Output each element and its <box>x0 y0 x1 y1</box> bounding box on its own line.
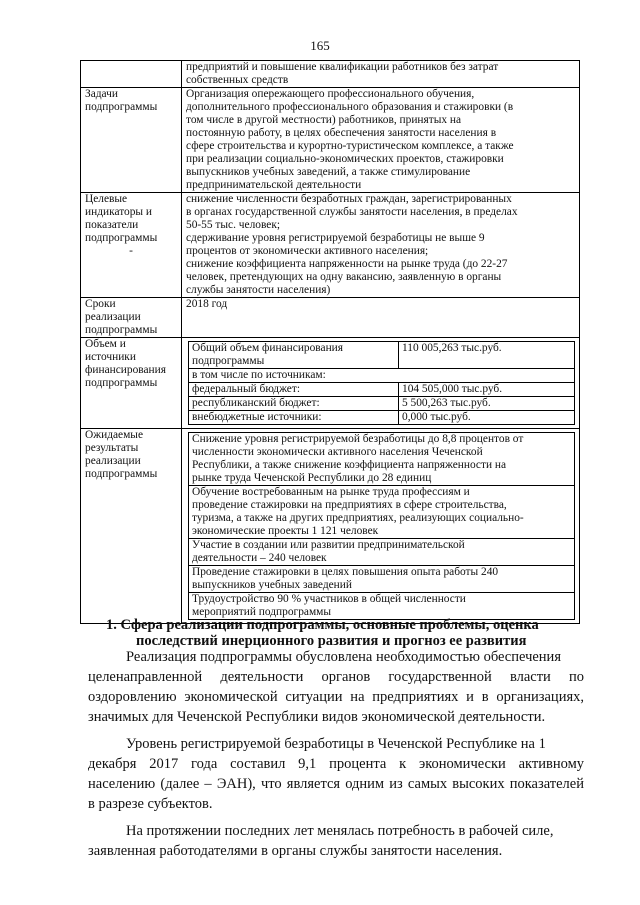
text-line: численности экономически активного населения Чеченской <box>192 446 483 458</box>
table-row <box>189 593 575 620</box>
label-line: подпрограммы <box>85 377 158 389</box>
period-value <box>182 298 580 338</box>
funding-source-name: федеральный бюджет: <box>189 383 399 397</box>
tasks-value <box>182 88 580 193</box>
text-line: 50-55 тыс. человек; <box>186 219 281 231</box>
page-number: 165 <box>310 38 330 53</box>
funding-table <box>188 341 575 425</box>
text-line: дополнительного профессионального образования и стажировки (в <box>186 101 514 113</box>
label-line: Ожидаемые <box>85 429 144 441</box>
heading-line: последствий инерционного развития и прогноз ее развития <box>136 633 527 649</box>
result-item <box>189 539 575 566</box>
label-line: источники <box>85 351 136 363</box>
label-line: подпрограммы <box>85 101 158 113</box>
result-item <box>189 433 575 486</box>
text-line: Обучение востребованным на рынке труда профессиям и <box>192 486 470 498</box>
table-row <box>81 298 580 338</box>
paragraph-line: в разрезе субъектов. <box>88 796 213 812</box>
funding-source-value: 104 505,000 тыс.руб. <box>399 383 575 397</box>
text-line: экономические проекты 1 121 человек <box>192 525 379 537</box>
table-row <box>189 369 575 383</box>
funding-source-name: республиканский бюджет: <box>189 397 399 411</box>
label-line: реализации <box>85 455 141 467</box>
text-line: том числе в другой местности) работников, принятых на <box>186 114 462 126</box>
table-row <box>189 397 575 411</box>
funding-total-label <box>189 342 399 369</box>
text-line: постоянную работу, в целях обеспечения занятости населения в <box>186 127 497 139</box>
intro-cell <box>182 61 580 88</box>
text-line: туризма, а также на других предприятиях, реализующих социально- <box>192 512 524 524</box>
paragraph-line: Реализация подпрограммы обусловлена необходимостью обеспечения <box>126 649 561 665</box>
result-item <box>189 593 575 620</box>
text-line: Организация опережающего профессионального обучения, <box>186 88 475 100</box>
section-heading <box>106 617 576 649</box>
text-line: процентов от экономически активного населения; <box>186 245 429 257</box>
funding-source-value: 0,000 тыс.руб. <box>399 411 575 425</box>
paragraph-line: заявленная работодателями в органы службы занятости населения. <box>88 843 503 859</box>
label-line: Целевые <box>85 193 128 205</box>
table-row <box>189 433 575 486</box>
table-row <box>81 429 580 624</box>
paragraph-line: декабря 2017 года составил 9,1 процента к экономически активному <box>88 756 584 772</box>
funding-source-name: внебюджетные источники: <box>189 411 399 425</box>
text-line: снижение коэффициента напряженности на рынке труда (до 22-27 <box>186 258 508 270</box>
paragraph-line: населению (далее – ЭАН), что является одним из самых высоких показателей <box>88 776 584 792</box>
text-line: выпускников учебных заведений, а также стимулирование <box>186 166 471 178</box>
table-row <box>189 383 575 397</box>
text-line: Проведение стажировки в целях повышения опыта работы 240 <box>192 566 499 578</box>
text-line: службы занятости населения) <box>186 284 331 296</box>
label-line: индикаторы и <box>85 206 153 218</box>
paragraph-line: оздоровлению экономической ситуации на предприятиях и в организациях, <box>88 689 584 705</box>
table-row <box>189 342 575 369</box>
paragraph-line: Уровень регистрируемой безработицы в Чеченской Республике на 1 <box>126 736 546 752</box>
passport-table <box>80 60 580 624</box>
label-dash: - <box>129 245 133 257</box>
funding-total-value: 110 005,263 тыс.руб. <box>399 342 575 369</box>
table-row <box>81 61 580 88</box>
text-line: сфере строительства и курортно-туристическом комплексе, а также <box>186 140 514 152</box>
table-row <box>81 193 580 298</box>
paragraph-line: целенаправленной деятельности органов государственной власти по <box>88 669 584 685</box>
table-row <box>189 566 575 593</box>
tasks-label <box>81 88 182 193</box>
heading-line: 1. Сфера реализации подпрограммы, основные проблемы, оценка <box>106 617 539 633</box>
label-line: реализации <box>85 311 141 323</box>
text-line: Участие в создании или развитии предпринимательской <box>192 539 465 551</box>
results-label <box>81 429 182 624</box>
text-line: мероприятий подпрограммы <box>192 606 332 618</box>
table-cell-empty <box>81 61 182 88</box>
label-line: результаты <box>85 442 139 454</box>
label-line: подпрограммы <box>85 324 158 336</box>
text-line: снижение численности безработных граждан, зарегистрированных <box>186 193 512 205</box>
label-line: подпрограммы <box>85 232 158 244</box>
text-line: деятельности – 240 человек <box>192 552 327 564</box>
text-line: подпрограммы <box>192 355 265 367</box>
text-line: человек, претендующих на одну вакансию, заявленную в органы <box>186 271 502 283</box>
table-row <box>189 411 575 425</box>
text-line: в органах государственной службы занятости населения, в пределах <box>186 206 518 218</box>
targets-label <box>81 193 182 298</box>
funding-sources-header: в том числе по источникам: <box>189 369 575 383</box>
label-line: Сроки <box>85 298 116 310</box>
label-line: показатели <box>85 219 139 231</box>
label-line: Задачи <box>85 88 118 100</box>
label-line: финансирования <box>85 364 166 376</box>
text-line: предпринимательской деятельности <box>186 179 362 191</box>
text-line: Трудоустройство 90 % участников в общей численности <box>192 593 466 605</box>
text-line: сдерживание уровня регистрируемой безработицы не выше 9 <box>186 232 485 244</box>
table-row <box>81 88 580 193</box>
text-line: проведение стажировки на предприятиях в сфере строительства, <box>192 499 507 511</box>
text-line: Республики, а также снижение коэффициента напряженности на <box>192 459 507 471</box>
result-item <box>189 486 575 539</box>
table-row <box>189 486 575 539</box>
funding-label <box>81 338 182 429</box>
funding-source-value: 5 500,263 тыс.руб. <box>399 397 575 411</box>
results-table <box>188 432 575 620</box>
targets-value <box>182 193 580 298</box>
results-value <box>182 429 580 624</box>
table-row <box>81 338 580 429</box>
text-line: собственных средств <box>186 74 289 86</box>
text-line: при реализации социально-экономических проектов, стажировки <box>186 153 504 165</box>
funding-value <box>182 338 580 429</box>
text-line: выпускников учебных заведений <box>192 579 352 591</box>
label-line: Объем и <box>85 338 126 350</box>
text-line: предприятий и повышение квалификации работников без затрат <box>186 61 499 73</box>
text-line: Общий объем финансирования <box>192 342 344 354</box>
paragraph-line: значимых для Чеченской Республики видов экономической деятельности. <box>88 709 546 725</box>
table-row <box>189 539 575 566</box>
text-line: рынке труда Чеченской Республики до 28 единиц <box>192 472 432 484</box>
result-item <box>189 566 575 593</box>
paragraph-line: На протяжении последних лет менялась потребность в рабочей силе, <box>126 823 554 839</box>
label-line: подпрограммы <box>85 468 158 480</box>
text-line: 2018 год <box>186 298 228 310</box>
period-label <box>81 298 182 338</box>
text-line: Снижение уровня регистрируемой безработицы до 8,8 процентов от <box>192 433 524 445</box>
